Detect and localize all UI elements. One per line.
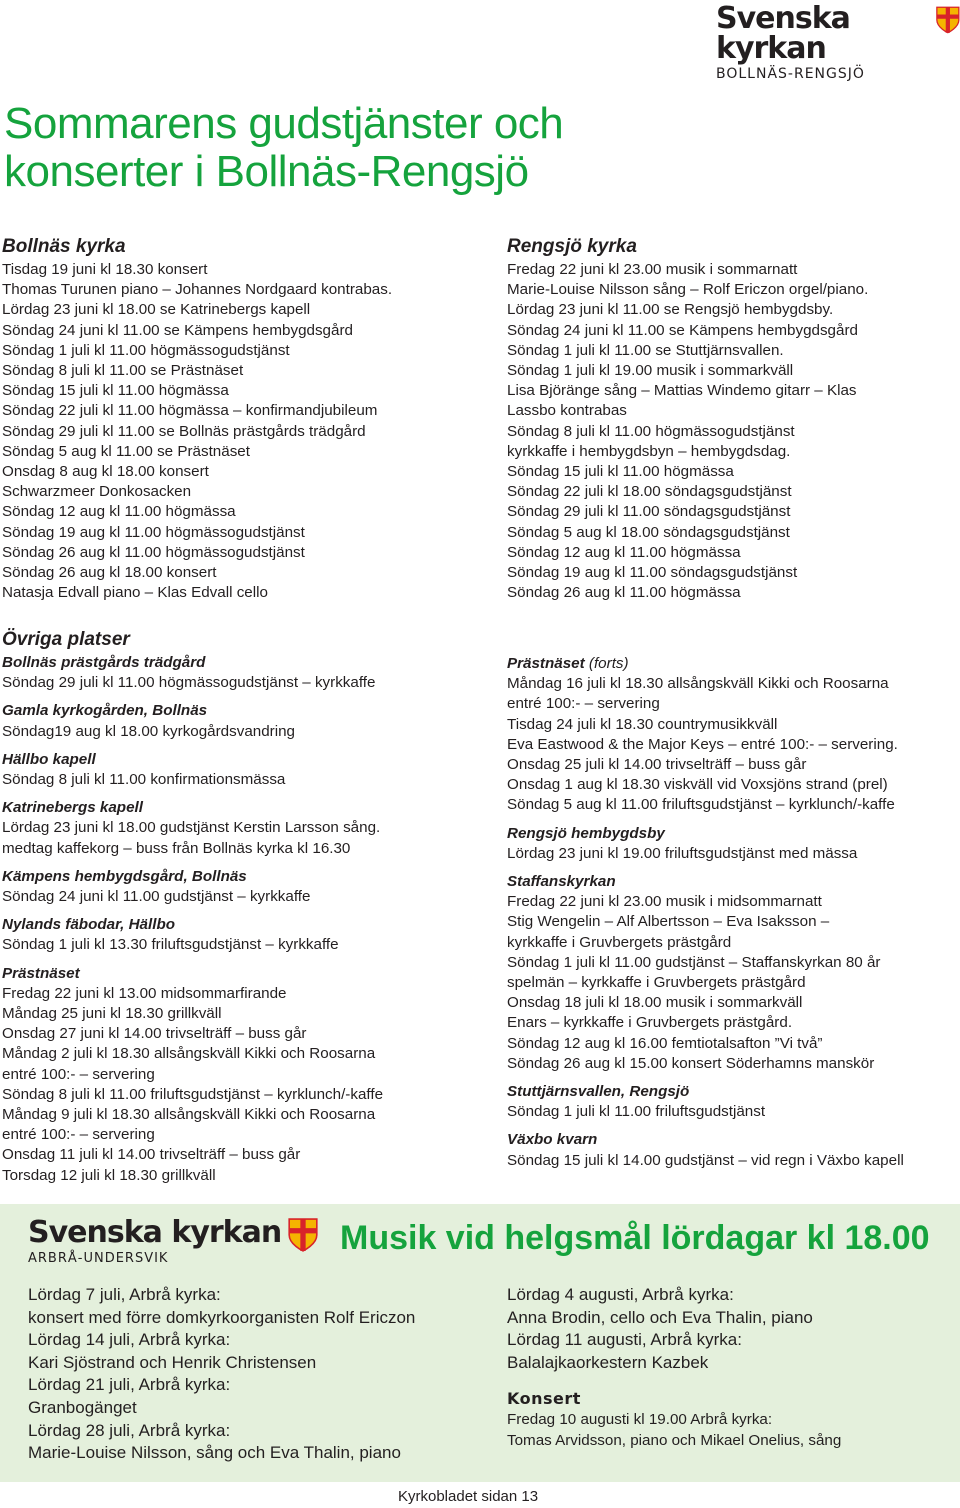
text-line: Söndag 1 juli kl 11.00 gudstjänst – Staffanskyrkan 80 år xyxy=(507,953,881,971)
text-line: Natasja Edvall piano – Klas Edvall cello xyxy=(2,584,268,602)
place-heading xyxy=(2,653,472,673)
place-name: Kämpens hembygdsgård, Bollnäs xyxy=(2,867,247,885)
text-line: Marie-Louise Nilsson sång – Rolf Ericzon orgel/piano. xyxy=(507,281,869,299)
text-line: Enars – kyrkkaffe i Gruvbergets prästgård. xyxy=(507,1014,793,1032)
text-line: Söndag 29 juli kl 11.00 se Bollnäs prästgårds trädgård xyxy=(2,422,366,440)
text-line: Lördag 23 juni kl 19.00 friluftsgudstjänst med mässa xyxy=(507,844,858,862)
text-line: Schwarzmeer Donkosacken xyxy=(2,483,192,501)
text-line: Söndag 22 juli kl 11.00 högmässa – konfirmandjubileum xyxy=(2,402,378,420)
text-line: Söndag 1 juli kl 19.00 musik i sommarkväll xyxy=(507,362,794,380)
places-list xyxy=(507,654,959,1171)
text-line: Söndag 19 aug kl 11.00 högmässogudstjänst xyxy=(2,523,305,541)
text-line: Söndag 24 juni kl 11.00 se Kämpens hembygdsgård xyxy=(2,321,353,339)
text-line: Onsdag 1 aug kl 18.30 viskväll vid Voxsjöns strand (prel) xyxy=(507,776,888,794)
text-line: Måndag 16 juli kl 18.30 allsångskväll Kikki och Roosarna xyxy=(507,675,889,693)
text-line: Fredag 10 augusti kl 19.00 Arbrå kyrka: xyxy=(507,1411,773,1429)
text-line: Lördag 23 juni kl 18.00 se Katrinebergs kapell xyxy=(2,301,311,319)
logo-brand: Svenska kyrkan xyxy=(28,1215,282,1250)
text-line: Onsdag 27 juni kl 14.00 trivselträff – buss går xyxy=(2,1025,307,1043)
place-suffix: (forts) xyxy=(588,655,629,672)
place-name: Prästnäset xyxy=(2,964,80,982)
musik-right-column xyxy=(507,1284,959,1451)
place-name: Växbo kvarn xyxy=(507,1131,598,1149)
text-line: Fredag 22 juni kl 13.00 midsommarfirande xyxy=(2,984,287,1002)
section-heading: Bollnäs kyrka xyxy=(2,236,126,257)
text-line: spelmän – kyrkkaffe i Gruvbergets prästgård xyxy=(507,974,806,992)
place-name: Gamla kyrkogården, Bollnäs xyxy=(2,702,208,720)
text-line: Marie-Louise Nilsson, sång och Eva Thalin, piano xyxy=(28,1443,401,1463)
text-line: Söndag 29 juli kl 11.00 söndagsgudstjänst xyxy=(507,503,791,521)
text-line: Torsdag 12 juli kl 18.30 grillkväll xyxy=(2,1166,216,1184)
ovriga-platser-section xyxy=(2,629,472,1186)
bollnas-kyrka-section xyxy=(2,236,472,603)
place-heading xyxy=(2,750,472,770)
text-line: Söndag 8 juli kl 11.00 konfirmationsmässa xyxy=(2,771,286,789)
text-line: Söndag 8 juli kl 11.00 högmässogudstjänst xyxy=(507,422,795,440)
place-heading xyxy=(507,1130,959,1150)
text-line: Granbogänget xyxy=(28,1397,137,1417)
text-line: Stig Wengelin – Alf Albertsson – Eva Isaksson – xyxy=(507,913,830,931)
event-list xyxy=(507,260,959,603)
musik-title: Musik vid helgsmål lördagar kl 18.00 xyxy=(340,1219,930,1257)
text-line: Onsdag 11 juli kl 14.00 trivselträff – buss går xyxy=(2,1146,301,1164)
page-headline xyxy=(4,100,724,196)
text-line: Lördag 11 augusti, Arbrå kyrka: xyxy=(507,1330,742,1350)
svenska-kyrkan-logo xyxy=(716,1,960,82)
place-name: Nylands fäbodar, Hällbo xyxy=(2,916,176,934)
headline-line-1: Sommarens gudstjänster och xyxy=(4,99,564,148)
text-line: Lördag 23 juni kl 18.00 gudstjänst Kerstin Larsson sång. xyxy=(2,819,381,837)
place-heading xyxy=(507,1082,959,1102)
place-name: Hällbo kapell xyxy=(2,750,96,768)
text-line: Söndag 26 aug kl 11.00 högmässa xyxy=(507,584,741,602)
text-line: Lördag 14 juli, Arbrå kyrka: xyxy=(28,1330,231,1350)
page-footer: Kyrkobladet sidan 13 xyxy=(398,1488,539,1505)
event-list xyxy=(2,260,472,603)
place-name: Prästnäset xyxy=(507,655,585,672)
text-line: kyrkkaffe i Gruvbergets prästgård xyxy=(507,933,732,951)
musik-list xyxy=(507,1284,959,1374)
place-heading xyxy=(2,867,472,887)
text-line: entré 100:- – servering xyxy=(2,1065,155,1083)
rengsjo-kyrka-section xyxy=(507,236,959,603)
text-line: Onsdag 8 aug kl 18.00 konsert xyxy=(2,463,209,481)
text-line: Söndag 15 juli kl 14.00 gudstjänst – vid regn i Växbo kapell xyxy=(507,1151,904,1169)
text-line: Balalajkaorkestern Kazbek xyxy=(507,1352,709,1372)
text-line: Tisdag 24 juli kl 18.30 countrymusikkväll xyxy=(507,715,778,733)
place-heading xyxy=(2,701,472,721)
text-line: konsert med förre domkyrkoorganisten Rolf Ericzon xyxy=(28,1307,416,1327)
place-heading xyxy=(507,824,959,844)
text-line: Thomas Turunen piano – Johannes Nordgaard kontrabas. xyxy=(2,281,393,299)
church-shield-icon xyxy=(287,1218,319,1252)
headline-line-2: konserter i Bollnäs-Rengsjö xyxy=(4,147,529,196)
text-line: Söndag 15 juli kl 11.00 högmässa xyxy=(2,382,229,400)
place-name: Katrinebergs kapell xyxy=(2,799,143,817)
text-line: Söndag 29 juli kl 11.00 högmässogudstjänst – kyrkkaffe xyxy=(2,674,376,692)
text-line: Söndag 24 juni kl 11.00 gudstjänst – kyrkkaffe xyxy=(2,888,311,906)
text-line: Tomas Arvidsson, piano och Mikael Onelius, sång xyxy=(507,1431,842,1449)
konsert-list xyxy=(507,1410,959,1451)
text-line: Söndag 12 aug kl 16.00 femtiotalsafton ”Vi två” xyxy=(507,1034,823,1052)
place-name: Bollnäs prästgårds trädgård xyxy=(2,654,206,671)
place-heading xyxy=(2,798,472,818)
text-line: Måndag 25 juni kl 18.30 grillkväll xyxy=(2,1005,222,1023)
text-line: entré 100:- – servering xyxy=(507,695,660,713)
text-line: Söndag 26 aug kl 11.00 högmässogudstjänst xyxy=(2,543,305,561)
svenska-kyrkan-arbra-logo xyxy=(28,1215,319,1266)
musik-list xyxy=(28,1284,488,1465)
text-line: kyrkkaffe i hembygdsbyn – hembygdsdag. xyxy=(507,442,791,460)
text-line: Söndag 5 aug kl 11.00 friluftsgudstjänst – kyrklunch/-kaffe xyxy=(507,796,895,814)
text-line: Söndag 1 juli kl 11.00 se Stuttjärnsvallen. xyxy=(507,341,784,359)
text-line: Lördag 23 juni kl 11.00 se Rengsjö hembygdsby. xyxy=(507,301,834,319)
text-line: Söndag 5 aug kl 11.00 se Prästnäset xyxy=(2,442,250,460)
text-line: Måndag 2 juli kl 18.30 allsångskväll Kikki och Roosarna xyxy=(2,1045,376,1063)
place-heading xyxy=(507,654,959,674)
text-line: Söndag 12 aug kl 11.00 högmässa xyxy=(507,543,741,561)
section-heading: Övriga platser xyxy=(2,629,130,650)
text-line: Söndag 24 juni kl 11.00 se Kämpens hembygdsgård xyxy=(507,321,858,339)
ovriga-platser-continued xyxy=(507,654,959,1171)
place-heading xyxy=(2,915,472,935)
place-name: Staffanskyrkan xyxy=(507,873,616,891)
text-line: Söndag 1 juli kl 11.00 högmässogudstjänst xyxy=(2,341,290,359)
text-line: Lisa Björänge sång – Mattias Windemo gitarr – Klas xyxy=(507,382,857,400)
text-line: Onsdag 25 juli kl 14.00 trivselträff – buss går xyxy=(507,756,807,774)
text-line: Lördag 21 juli, Arbrå kyrka: xyxy=(28,1375,231,1395)
text-line: Söndag 1 juli kl 11.00 friluftsgudstjänst xyxy=(507,1103,766,1121)
text-line: Söndag 26 aug kl 15.00 konsert Söderhamns manskör xyxy=(507,1054,875,1072)
text-line: Söndag19 aug kl 18.00 kyrkogårdsvandring xyxy=(2,722,295,740)
logo-parish: ARBRÅ-UNDERSVIK xyxy=(28,1251,169,1266)
text-line: Lördag 7 juli, Arbrå kyrka: xyxy=(28,1285,221,1304)
text-line: Söndag 5 aug kl 18.00 söndagsgudstjänst xyxy=(507,523,790,541)
text-line: Fredag 22 juni kl 23.00 musik i midsommarnatt xyxy=(507,893,822,911)
text-line: Onsdag 18 juli kl 18.00 musik i sommarkväll xyxy=(507,994,803,1012)
text-line: Anna Brodin, cello och Eva Thalin, piano xyxy=(507,1307,813,1327)
text-line: Kari Sjöstrand och Henrik Christensen xyxy=(28,1352,317,1372)
place-heading xyxy=(2,964,472,984)
text-line: Söndag 8 juli kl 11.00 se Prästnäset xyxy=(2,362,244,380)
text-line: Söndag 1 juli kl 13.30 friluftsgudstjänst – kyrkkaffe xyxy=(2,936,339,954)
places-list xyxy=(2,653,472,1186)
text-line: entré 100:- – servering xyxy=(2,1126,155,1144)
text-line: Söndag 22 juli kl 18.00 söndagsgudstjänst xyxy=(507,483,792,501)
musik-left-column xyxy=(28,1284,488,1465)
church-shield-icon xyxy=(936,4,960,36)
text-line: Eva Eastwood & the Major Keys – entré 100:- – servering. xyxy=(507,735,898,753)
text-line: Söndag 15 juli kl 11.00 högmässa xyxy=(507,463,734,481)
text-line: Lördag 4 augusti, Arbrå kyrka: xyxy=(507,1285,734,1304)
text-line: Söndag 8 juli kl 11.00 friluftsgudstjänst – kyrklunch/-kaffe xyxy=(2,1085,384,1103)
place-heading xyxy=(507,872,959,892)
text-line: Söndag 19 aug kl 11.00 söndagsgudstjänst xyxy=(507,564,798,582)
text-line: Tisdag 19 juni kl 18.30 konsert xyxy=(2,261,208,278)
text-line: Fredag 22 juni kl 23.00 musik i sommarnatt xyxy=(507,261,798,278)
text-line: Lassbo kontrabas xyxy=(507,402,627,420)
text-line: Lördag 28 juli, Arbrå kyrka: xyxy=(28,1420,231,1440)
place-name: Rengsjö hembygdsby xyxy=(507,824,665,842)
logo-brand: Svenska kyrkan xyxy=(716,1,850,66)
text-line: Söndag 12 aug kl 11.00 högmässa xyxy=(2,503,236,521)
place-name: Stuttjärnsvallen, Rengsjö xyxy=(507,1083,690,1101)
konsert-heading: Konsert xyxy=(507,1389,581,1409)
text-line: medtag kaffekorg – buss från Bollnäs kyrka kl 16.30 xyxy=(2,839,351,857)
logo-parish: BOLLNÄS-RENGSJÖ xyxy=(716,66,865,82)
text-line: Måndag 9 juli kl 18.30 allsångskväll Kikki och Roosarna xyxy=(2,1106,376,1124)
section-heading: Rengsjö kyrka xyxy=(507,236,637,257)
text-line: Söndag 26 aug kl 18.00 konsert xyxy=(2,564,217,582)
